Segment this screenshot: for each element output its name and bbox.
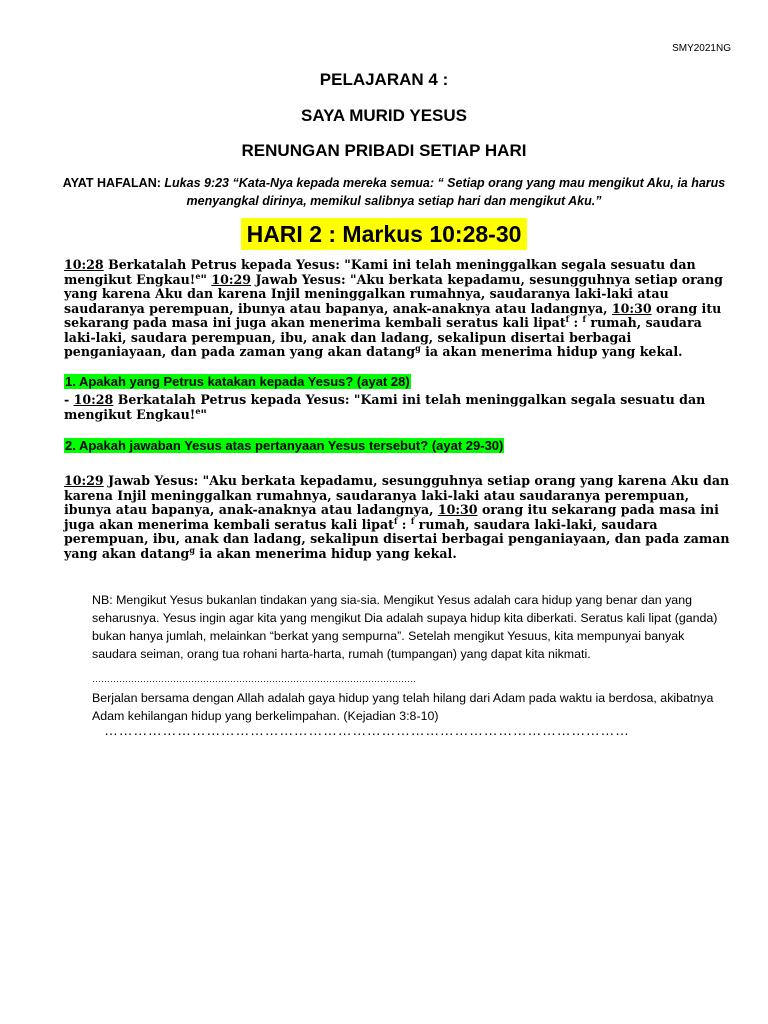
question-1-text: 1. Apakah yang Petrus katakan kepada Yesus? (ayat 28): [65, 374, 410, 389]
answer-2-footnote-separator: :: [397, 516, 411, 532]
dotted-line: ………………………………………………………………………………………………: [104, 722, 630, 738]
day-heading-wrap: [0, 218, 768, 250]
answer-2-ref-29: 10:29: [64, 473, 104, 488]
verse-text-29: Jawab Yesus: "Aku berkata kepadamu, sesungguhnya setiap orang yang karena Aku dan karena Injil meninggalkan rumahnya, saudaranya laki-laki atau saudaranya perempuan, ibunya atau bapanya, anak-anaknya atau ladangnya,: [64, 271, 723, 316]
document-code: SMY2021NG: [672, 43, 731, 54]
answer-1-dash: -: [64, 392, 74, 407]
answer-2-text-30b: rumah, saudara laki-laki, saudara perempuan, ibu, anak dan ladang, sekalipun disertai berbagai penganiayaan, dan pada zaman yang akan datang: [64, 516, 730, 561]
verse-ref-28: 10:28: [64, 257, 104, 272]
lesson-title: PELAJARAN 4 :: [319, 70, 449, 89]
verse-text-30b: rumah, saudara laki-laki, saudara perempuan, ibu, anak dan ladang, sekalipun disertai berbagai penganiayaan, dan pada zaman yang akan datang: [64, 315, 702, 359]
memory-verse-label: AYAT HAFALAN:: [62, 176, 161, 190]
verse-ref-29: 10:29: [211, 271, 252, 287]
memory-verse-reference: Lukas 9:23: [164, 176, 230, 190]
answer-2-footnote-f2: f: [410, 515, 415, 526]
day-heading: HARI 2 : Markus 10:28-30: [241, 218, 528, 250]
verse-text-30a: orang itu sekarang pada masa ini juga akan menerima kembali seratus kali lipat: [64, 300, 722, 330]
answer-1-text: Berkatalah Petrus kepada Yesus: "Kami ini telah meninggalkan segala sesuatu dan mengikut Engkau!: [64, 392, 706, 422]
answer-1-close: ": [200, 407, 207, 422]
answer-1-ref: 10:28: [73, 392, 114, 407]
dotted-separator: ………………………………………………………………………………………………: [92, 674, 416, 684]
answer-2-text-30a: orang itu sekarang pada masa ini juga akan menerima kembali seratus kali lipat: [64, 502, 719, 532]
footnote-g: g: [415, 342, 421, 353]
verse-text-28: Berkatalah Petrus kepada Yesus: "Kami ini telah meninggalkan segala sesuatu dan mengikut Engkau!: [64, 257, 696, 287]
footnote-e: e: [195, 270, 201, 281]
verse-text-30c: ia akan menerima hidup yang kekal.: [420, 344, 683, 359]
answer-2-ref-30: 10:30: [437, 502, 478, 517]
close-quote: ": [200, 271, 207, 287]
question-2-text: 2. Apakah jawaban Yesus atas pertanyaan Yesus tersebut? (ayat 29-30): [65, 438, 504, 453]
note-paragraph: NB: Mengikut Yesus bukanlan tindakan yang sia-sia. Mengikut Yesus adalah cara hidup yang benar dan yang seharusnya. Yesus ingin agar kita yang mengikut Dia adalah supaya hidup kita diberkati. Seratus kali lipat (ganda) bukan hanya jumlah, melainkan “berkat yang sempurna”. Setelah mengikut Yesuus, kita mempunyai banyak saudara seiman, orang tua rohani harta-harta, rumah (tumpangan) yang dapat kita nikmati.: [92, 593, 718, 661]
answer-2-footnote-g: g: [189, 544, 195, 555]
question-1: [64, 374, 411, 389]
lesson-subtitle: SAYA MURID YESUS: [301, 106, 467, 125]
verse-ref-30: 10:30: [611, 300, 652, 316]
memory-verse: [60, 174, 728, 210]
question-2: [64, 438, 504, 453]
answer-2: [64, 474, 736, 561]
devotion-heading: RENUNGAN PRIBADI SETIAP HARI: [241, 141, 527, 160]
footnote-f2: f: [582, 313, 586, 324]
answer-1-footnote: e: [195, 405, 201, 416]
answer-2-text-30c: ia akan menerima hidup yang kekal.: [194, 545, 457, 561]
answer-1: [64, 392, 736, 422]
memory-verse-text: “Kata-Nya kepada mereka semua: “ Setiap orang yang mau mengikut Aku, ia harus menyangkal dirinya, memikul salibnya setiap hari dan mengikut Aku.”: [186, 176, 726, 208]
answer-2-text-29: Jawab Yesus: "Aku berkata kepadamu, sesungguhnya setiap orang yang karena Aku dan karena Injil meninggalkan rumahnya, saudaranya laki-laki atau saudaranya perempuan, ibunya atau bapanya, anak-anaknya atau ladangnya,: [64, 473, 730, 517]
scripture-passage: [64, 258, 736, 360]
closing-paragraph: Berjalan bersama dengan Allah adalah gaya hidup yang telah hilang dari Adam pada waktu ia berdosa, akibatnya Adam kehilangan hidup yang berkelimpahan. (Kejadian 3:8-10): [92, 691, 714, 723]
footnote-f: f: [565, 313, 570, 324]
answer-2-footnote-f: f: [393, 515, 398, 526]
footnote-separator: :: [569, 315, 583, 330]
